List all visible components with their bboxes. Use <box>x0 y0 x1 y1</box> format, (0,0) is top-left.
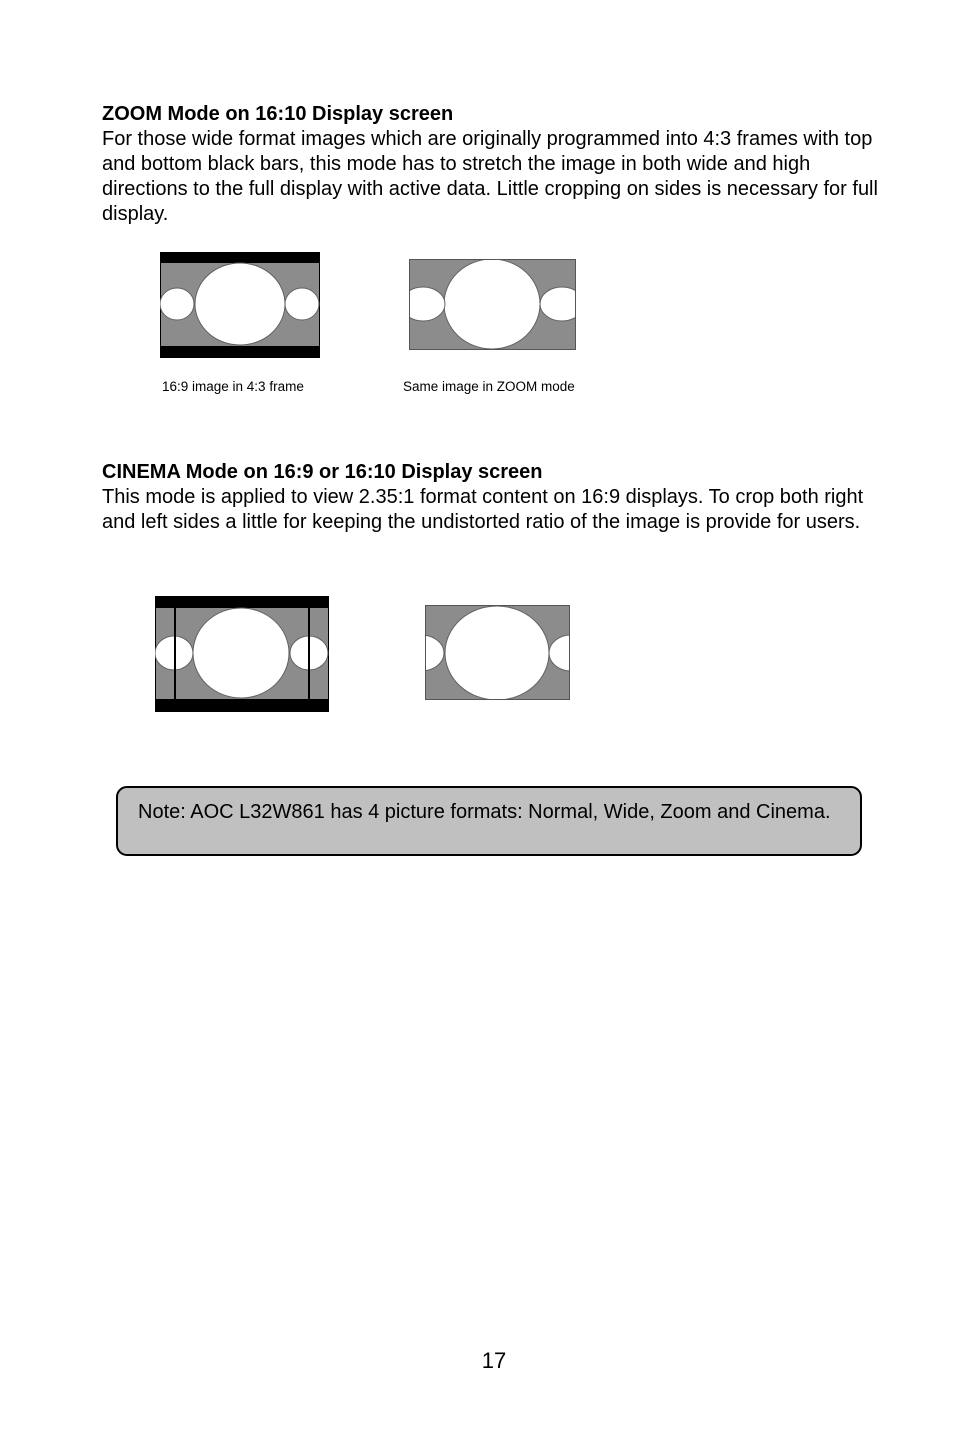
cinema-after-diagram <box>425 605 571 701</box>
zoom-before-caption: 16:9 image in 4:3 frame <box>162 379 304 394</box>
zoom-before-diagram <box>160 252 320 358</box>
zoom-mode-description: For those wide format images which are originally programmed into 4:3 frames with top and bottom black bars, this mode has to stretch the image in both wide and high directions to the full display with active data. Little cropping on sides is necessary for full display. <box>102 128 878 225</box>
note-text: Note: AOC L32W861 has 4 picture formats: Normal, Wide, Zoom and Cinema. <box>138 801 831 823</box>
center-circle <box>444 259 540 349</box>
right-circle <box>540 287 577 321</box>
cinema-mode-description: This mode is applied to view 2.35:1 format content on 16:9 displays. To crop both right and left sides a little for keeping the undistorted ratio of the image is provide for users. <box>102 486 864 533</box>
right-circle <box>285 288 319 320</box>
zoom-mode-heading: ZOOM Mode on 16:10 Display screen <box>102 103 454 125</box>
center-circle <box>195 263 285 345</box>
zoom-after-diagram <box>409 259 577 351</box>
center-circle <box>193 608 289 698</box>
left-circle <box>160 288 194 320</box>
note-box <box>116 786 862 856</box>
center-circle <box>445 606 549 700</box>
zoom-after-caption: Same image in ZOOM mode <box>403 379 575 394</box>
cinema-mode-heading: CINEMA Mode on 16:9 or 16:10 Display screen <box>102 461 543 483</box>
cinema-before-diagram <box>155 596 329 712</box>
page-number: 17 <box>481 1348 507 1373</box>
